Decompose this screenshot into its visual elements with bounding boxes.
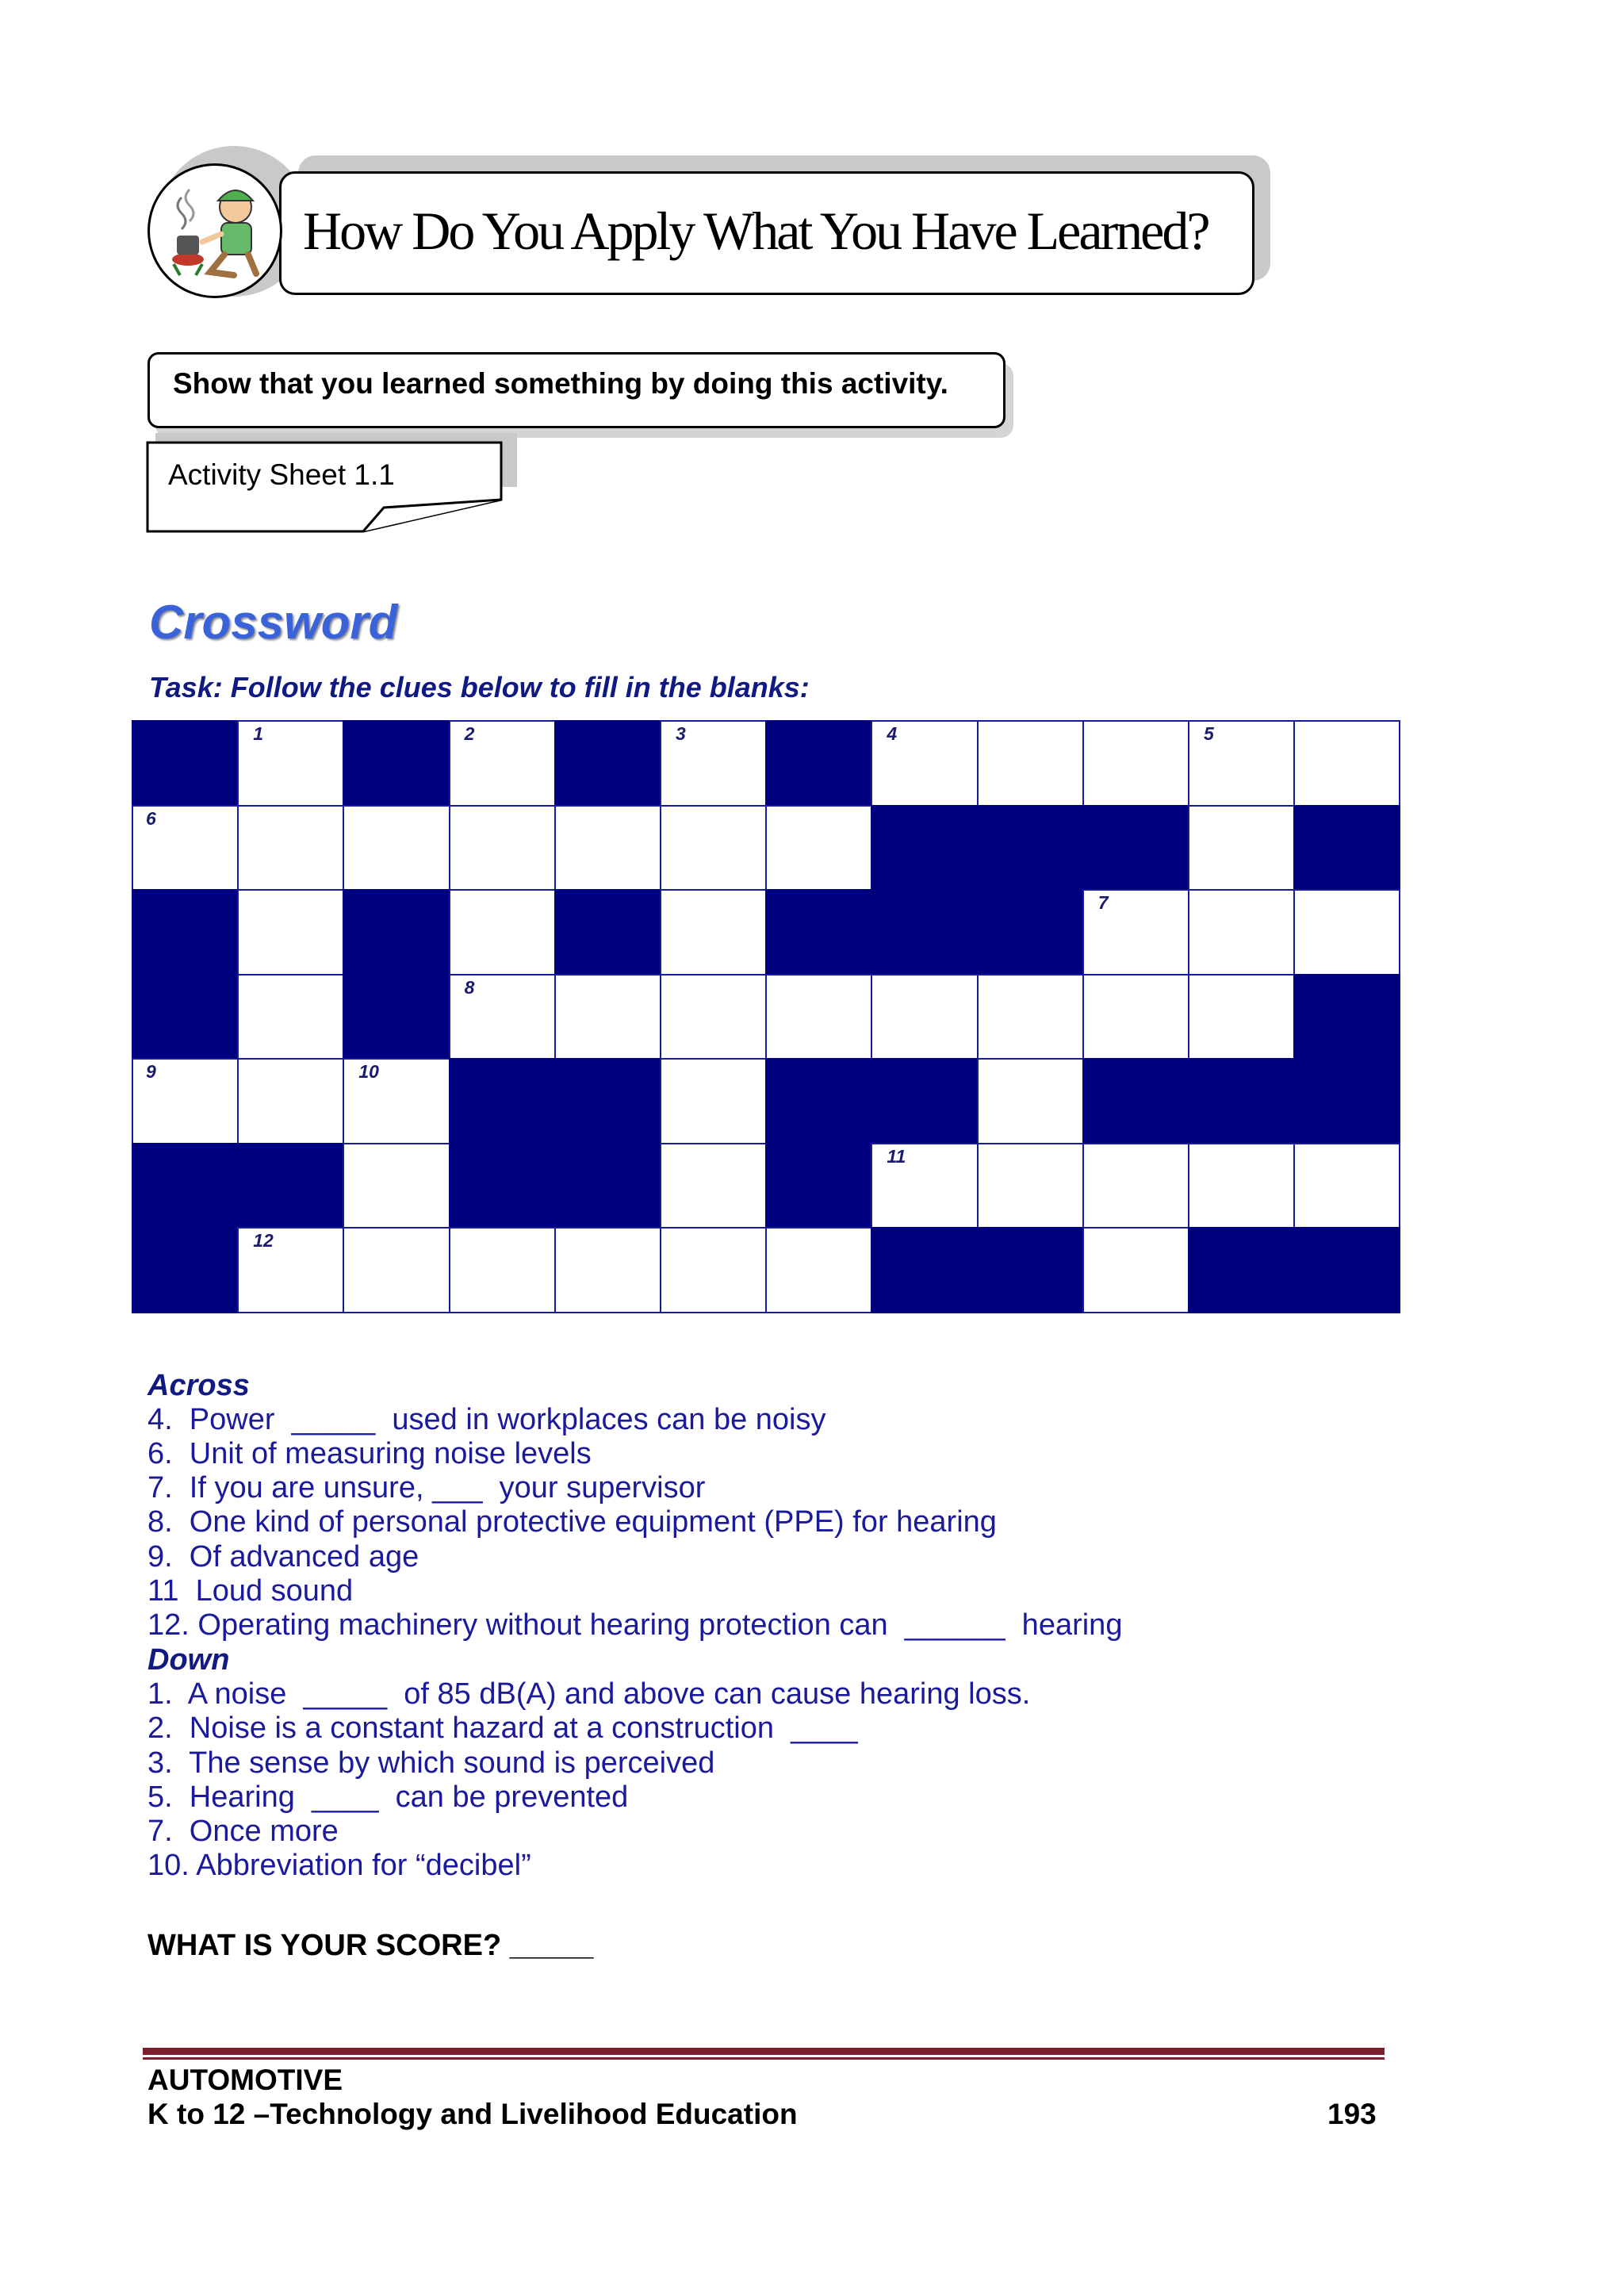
across-clue-8: 8. One kind of personal protective equipment (PPE) for hearing bbox=[147, 1505, 997, 1539]
clue-number: 2 bbox=[464, 723, 475, 744]
crossword-block bbox=[977, 889, 1084, 976]
crossword-cell[interactable] bbox=[660, 720, 767, 807]
crossword-cell[interactable] bbox=[1188, 974, 1295, 1060]
clue-number: 10 bbox=[358, 1061, 379, 1082]
crossword-block bbox=[871, 1058, 978, 1144]
crossword-cell[interactable] bbox=[1082, 974, 1189, 1060]
crossword-block bbox=[554, 720, 661, 807]
crossword-cell[interactable] bbox=[449, 974, 556, 1060]
crossword-cell[interactable] bbox=[765, 805, 872, 891]
clue-number: 9 bbox=[146, 1061, 156, 1082]
crossword-block bbox=[765, 720, 872, 807]
crossword-cell[interactable] bbox=[343, 805, 450, 891]
crossword-block bbox=[343, 974, 450, 1060]
crossword-title: Crossword bbox=[149, 596, 398, 649]
clue-number: 12 bbox=[253, 1230, 274, 1251]
across-clue-12: 12. Operating machinery without hearing protection can ______ hearing bbox=[147, 1608, 1123, 1642]
crossword-cell[interactable] bbox=[1082, 720, 1189, 807]
down-clue-5: 5. Hearing ____ can be prevented bbox=[147, 1780, 629, 1814]
clue-number: 5 bbox=[1204, 723, 1214, 744]
crossword-cell[interactable] bbox=[977, 720, 1084, 807]
footer-course: K to 12 –Technology and Livelihood Education bbox=[147, 2098, 798, 2130]
across-clue-6: 6. Unit of measuring noise levels bbox=[147, 1437, 592, 1470]
down-clue-2: 2. Noise is a constant hazard at a construction ____ bbox=[147, 1711, 858, 1745]
crossword-cell[interactable] bbox=[977, 1143, 1084, 1229]
crossword-cell[interactable] bbox=[660, 805, 767, 891]
crossword-block bbox=[871, 805, 978, 891]
crossword-cell[interactable] bbox=[1188, 805, 1295, 891]
crossword-block bbox=[343, 720, 450, 807]
crossword-block bbox=[871, 1227, 978, 1313]
crossword-cell[interactable] bbox=[1293, 1143, 1400, 1229]
crossword-cell[interactable] bbox=[765, 974, 872, 1060]
crossword-cell[interactable] bbox=[1188, 1143, 1295, 1229]
crossword-block bbox=[871, 889, 978, 976]
crossword-cell[interactable] bbox=[237, 805, 344, 891]
clue-number: 11 bbox=[887, 1145, 906, 1167]
crossword-block bbox=[343, 889, 450, 976]
crossword-cell[interactable] bbox=[237, 974, 344, 1060]
across-clue-7: 7. If you are unsure, ___ your supervisor bbox=[147, 1471, 706, 1504]
crossword-block bbox=[1082, 1058, 1189, 1144]
across-clue-4: 4. Power _____ used in workplaces can be noisy bbox=[147, 1403, 826, 1436]
crossword-cell[interactable] bbox=[1188, 889, 1295, 976]
crossword-block bbox=[449, 1058, 556, 1144]
crossword-cell[interactable] bbox=[132, 1058, 239, 1144]
crossword-block bbox=[765, 1058, 872, 1144]
crossword-cell[interactable] bbox=[237, 889, 344, 976]
down-clue-7: 7. Once more bbox=[147, 1815, 339, 1848]
crossword-cell[interactable] bbox=[660, 1143, 767, 1229]
page-number: 193 bbox=[1327, 2098, 1377, 2130]
down-heading: Down bbox=[147, 1643, 230, 1677]
crossword-cell[interactable] bbox=[237, 720, 344, 807]
crossword-cell[interactable] bbox=[237, 1227, 344, 1313]
crossword-cell[interactable] bbox=[343, 1058, 450, 1144]
clue-number: 7 bbox=[1097, 892, 1109, 913]
down-clue-1: 1. A noise _____ of 85 dB(A) and above can cause hearing loss. bbox=[147, 1677, 1031, 1711]
crossword-block bbox=[1293, 1227, 1400, 1313]
crossword-cell[interactable] bbox=[554, 805, 661, 891]
crossword-cell[interactable] bbox=[977, 1058, 1084, 1144]
crossword-cell[interactable] bbox=[554, 974, 661, 1060]
crossword-block bbox=[554, 1058, 661, 1144]
down-clue-3: 3. The sense by which sound is perceived bbox=[147, 1746, 715, 1780]
crossword-block bbox=[132, 889, 239, 976]
crossword-block bbox=[132, 974, 239, 1060]
crossword-block bbox=[765, 1143, 872, 1229]
crossword-cell[interactable] bbox=[660, 974, 767, 1060]
crossword-block bbox=[554, 889, 661, 976]
crossword-grid bbox=[132, 720, 1396, 1313]
crossword-cell[interactable] bbox=[871, 974, 978, 1060]
across-clue-9: 9. Of advanced age bbox=[147, 1540, 419, 1573]
crossword-block bbox=[132, 720, 239, 807]
footer-rule-thin bbox=[143, 2057, 1385, 2060]
crossword-cell[interactable] bbox=[343, 1143, 450, 1229]
crossword-cell[interactable] bbox=[449, 805, 556, 891]
crossword-block bbox=[1082, 805, 1189, 891]
page-title: How Do You Apply What You Have Learned? bbox=[303, 201, 1208, 261]
crossword-cell[interactable] bbox=[132, 805, 239, 891]
crossword-cell[interactable] bbox=[1082, 1143, 1189, 1229]
crossword-block bbox=[1188, 1058, 1295, 1144]
crossword-cell[interactable] bbox=[449, 720, 556, 807]
crossword-cell[interactable] bbox=[871, 720, 978, 807]
crossword-cell[interactable] bbox=[343, 1227, 450, 1313]
crossword-cell[interactable] bbox=[977, 974, 1084, 1060]
crossword-block bbox=[977, 1227, 1084, 1313]
crossword-block bbox=[554, 1143, 661, 1229]
score-prompt: WHAT IS YOUR SCORE? _____ bbox=[147, 1929, 594, 1962]
crossword-block bbox=[1293, 1058, 1400, 1144]
crossword-cell[interactable] bbox=[554, 1227, 661, 1313]
clue-number: 1 bbox=[253, 723, 263, 744]
crossword-cell[interactable] bbox=[1188, 720, 1295, 807]
crossword-block bbox=[977, 805, 1084, 891]
crossword-block bbox=[1293, 805, 1400, 891]
crossword-cell[interactable] bbox=[871, 1143, 978, 1229]
crossword-cell[interactable] bbox=[449, 1227, 556, 1313]
crossword-cell[interactable] bbox=[1082, 889, 1189, 976]
activity-sheet-label: Activity Sheet 1.1 bbox=[168, 458, 395, 491]
crossword-block bbox=[449, 1143, 556, 1229]
crossword-cell[interactable] bbox=[449, 889, 556, 976]
down-clue-10: 10. Abbreviation for “decibel” bbox=[147, 1849, 531, 1882]
across-clue-11: 11 Loud sound bbox=[147, 1574, 354, 1608]
clue-number: 3 bbox=[676, 723, 686, 744]
footer-rule-thick bbox=[143, 2048, 1385, 2055]
clue-number: 6 bbox=[146, 807, 156, 829]
clue-number: 8 bbox=[464, 976, 475, 998]
crossword-cell[interactable] bbox=[660, 1227, 767, 1313]
crossword-cell[interactable] bbox=[1082, 1227, 1189, 1313]
crossword-cell[interactable] bbox=[660, 1058, 767, 1144]
crossword-cell[interactable] bbox=[1293, 889, 1400, 976]
crossword-task: Task: Follow the clues below to fill in the blanks: bbox=[149, 671, 810, 703]
crossword-cell[interactable] bbox=[237, 1058, 344, 1144]
crossword-block bbox=[237, 1143, 344, 1229]
clue-number: 4 bbox=[887, 723, 898, 744]
crossword-block bbox=[1188, 1227, 1295, 1313]
crossword-cell[interactable] bbox=[1293, 720, 1400, 807]
crossword-block bbox=[765, 889, 872, 976]
crossword-cell[interactable] bbox=[660, 889, 767, 976]
crossword-block bbox=[132, 1143, 239, 1229]
campfire-boy-icon bbox=[147, 163, 282, 298]
footer-subject: AUTOMOTIVE bbox=[147, 2064, 343, 2096]
crossword-cell[interactable] bbox=[765, 1227, 872, 1313]
crossword-block bbox=[132, 1227, 239, 1313]
across-heading: Across bbox=[147, 1369, 250, 1402]
crossword-block bbox=[1293, 974, 1400, 1060]
instruction-text: Show that you learned something by doing this activity. bbox=[173, 367, 948, 400]
